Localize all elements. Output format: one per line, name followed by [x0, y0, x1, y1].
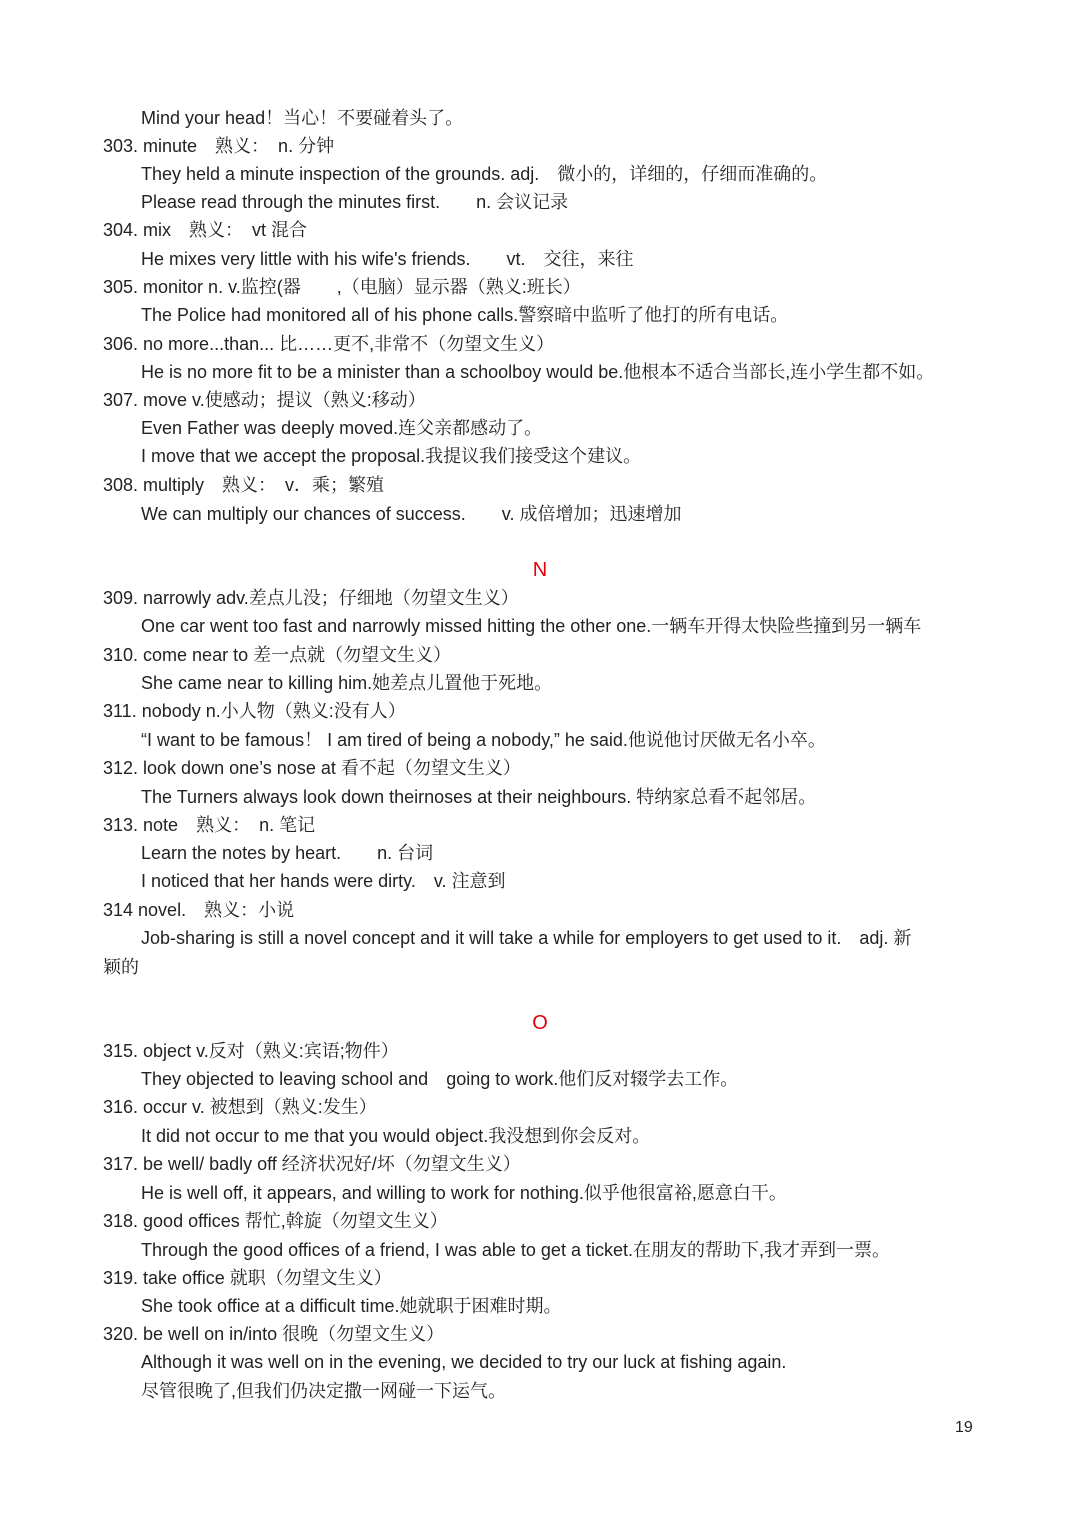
example-sentence: Please read through the minutes first. n. 会议记录	[141, 192, 569, 212]
example-sentence: Job-sharing is still a novel concept and it will take a while for employers to get used to it. adj. 新	[141, 928, 912, 948]
section-heading: O	[532, 1012, 548, 1034]
vocab-entry: 308. multiply 熟义： v．乘；繁殖	[103, 475, 385, 495]
example-sentence: He is no more fit to be a minister than a schoolboy would be.他根本不适合当部长,连小学生都不如。	[141, 362, 935, 382]
example-sentence: I noticed that her hands were dirty. v. 注意到	[141, 871, 506, 891]
example-sentence: 尽管很晚了,但我们仍决定撒一网碰一下运气。	[141, 1381, 506, 1401]
example-sentence: The Police had monitored all of his phone calls.警察暗中监听了他打的所有电话。	[141, 305, 789, 325]
example-sentence: She took office at a difficult time.她就职于困难时期。	[141, 1296, 562, 1316]
vocab-entry: 319. take office 就职（勿望文生义）	[103, 1268, 392, 1288]
page-number: 19	[955, 1419, 973, 1436]
example-sentence: “I want to be famous！ I am tired of being a nobody,” he said.他说他讨厌做无名小卒。	[141, 730, 826, 750]
example-sentence: Learn the notes by heart. n. 台词	[141, 843, 434, 863]
example-sentence: She came near to killing him.她差点儿置他于死地。	[141, 673, 553, 693]
vocab-entry: 309. narrowly adv.差点儿没；仔细地（勿望文生义）	[103, 588, 519, 608]
example-sentence: They held a minute inspection of the grounds. adj. 微小的，详细的，仔细而准确的。	[141, 164, 828, 184]
example-sentence: He mixes very little with his wife's friends. vt. 交往，来往	[141, 249, 634, 269]
vocab-entry: 306. no more...than... 比……更不,非常不（勿望文生义）	[103, 334, 555, 354]
vocab-entry: 312. look down one’s nose at 看不起（勿望文生义）	[103, 758, 521, 778]
example-sentence: One car went too fast and narrowly missed hitting the other one.一辆车开得太快险些撞到另一辆车	[141, 616, 922, 636]
vocab-entry: 315. object v.反对（熟义:宾语;物件）	[103, 1041, 399, 1061]
example-sentence: He is well off, it appears, and willing to work for nothing.似乎他很富裕,愿意白干。	[141, 1183, 787, 1203]
vocab-entry: 304. mix 熟义： vt 混合	[103, 220, 308, 240]
example-sentence: We can multiply our chances of success. v. 成倍增加；迅速增加	[141, 504, 682, 524]
vocab-entry: 317. be well/ badly off 经济状况好/坏（勿望文生义）	[103, 1154, 521, 1174]
vocab-entry: 313. note 熟义： n. 笔记	[103, 815, 316, 835]
example-sentence: Although it was well on in the evening, we decided to try our luck at fishing again.	[141, 1352, 787, 1372]
example-sentence: Through the good offices of a friend, I was able to get a ticket.在朋友的帮助下,我才弄到一票。	[141, 1240, 890, 1260]
vocab-entry: 310. come near to 差一点就（勿望文生义）	[103, 645, 452, 665]
section-heading: N	[532, 559, 548, 581]
vocab-entry: 314 novel. 熟义：小说	[103, 900, 295, 920]
example-sentence: I move that we accept the proposal.我提议我们接受这个建议。	[141, 446, 642, 466]
example-sentence: Mind your head！当心！不要碰着头了。	[141, 108, 464, 128]
example-sentence: It did not occur to me that you would object.我没想到你会反对。	[141, 1126, 651, 1146]
continued-text: 颖的	[103, 957, 139, 977]
vocab-entry: 320. be well on in/into 很晚（勿望文生义）	[103, 1324, 445, 1344]
vocab-entry: 316. occur v. 被想到（熟义:发生）	[103, 1097, 377, 1117]
vocab-entry: 307. move v.使感动；提议（熟义:移动）	[103, 390, 426, 410]
vocab-entry: 303. minute 熟义： n. 分钟	[103, 136, 335, 156]
vocab-entry: 318. good offices 帮忙,斡旋（勿望文生义）	[103, 1211, 448, 1231]
vocab-entry: 311. nobody n.小人物（熟义:没有人）	[103, 701, 406, 721]
example-sentence: The Turners always look down theirnoses at their neighbours. 特纳家总看不起邻居。	[141, 787, 817, 807]
example-sentence: They objected to leaving school and going to work.他们反对辍学去工作。	[141, 1069, 739, 1089]
example-sentence: Even Father was deeply moved.连父亲都感动了。	[141, 418, 543, 438]
vocab-entry: 305. monitor n. v.监控(器 ,（电脑）显示器（熟义:班长）	[103, 277, 581, 297]
